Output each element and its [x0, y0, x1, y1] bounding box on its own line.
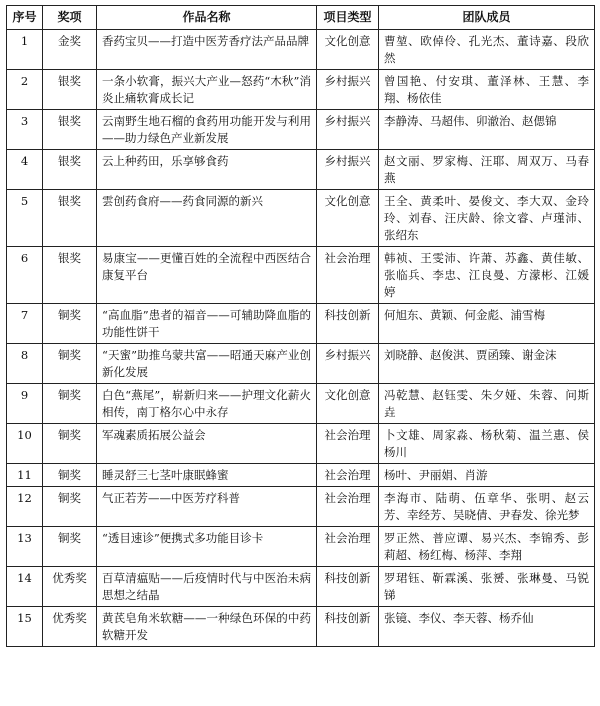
row-members: 王全、黄柔叶、晏俊文、李大双、金玲玲、刘春、汪庆龄、徐文睿、卢瑾沛、张绍东 — [379, 190, 595, 247]
table-row — [7, 30, 595, 70]
header-award: 奖项 — [43, 6, 97, 30]
table-row — [7, 487, 595, 527]
row-award: 铜奖 — [43, 304, 97, 344]
row-type: 乡村振兴 — [317, 110, 379, 150]
row-title: “高血脂”患者的福音——可辅助降血脂的功能性饼干 — [97, 304, 317, 344]
row-title: 云上种药田，乐享够食药 — [97, 150, 317, 190]
row-award: 银奖 — [43, 190, 97, 247]
row-seq: 12 — [7, 487, 43, 527]
row-title: 云南野生地石榴的食药用功能开发与利用——助力绿色产业新发展 — [97, 110, 317, 150]
row-type: 社会治理 — [317, 487, 379, 527]
row-seq: 8 — [7, 344, 43, 384]
row-award: 铜奖 — [43, 464, 97, 487]
row-seq: 10 — [7, 424, 43, 464]
row-award: 铜奖 — [43, 424, 97, 464]
row-award: 铜奖 — [43, 527, 97, 567]
table-row — [7, 384, 595, 424]
row-members: 罗珺钰、靳霖溪、张赟、张琳曼、马锐锑 — [379, 567, 595, 607]
table-row — [7, 424, 595, 464]
row-type: 乡村振兴 — [317, 150, 379, 190]
row-type: 社会治理 — [317, 424, 379, 464]
header-title: 作品名称 — [97, 6, 317, 30]
row-award: 铜奖 — [43, 344, 97, 384]
row-seq: 15 — [7, 607, 43, 647]
row-members: 罗正然、普应谭、易兴杰、李锦秀、彭莉超、杨红梅、杨萍、李翔 — [379, 527, 595, 567]
row-type: 文化创意 — [317, 190, 379, 247]
row-award: 铜奖 — [43, 384, 97, 424]
row-seq: 6 — [7, 247, 43, 304]
row-members: 卜文雄、周家淼、杨秋菊、温兰惠、侯杨川 — [379, 424, 595, 464]
row-type: 文化创意 — [317, 384, 379, 424]
row-seq: 11 — [7, 464, 43, 487]
row-title: 睡灵舒三七茎叶康眠蜂蜜 — [97, 464, 317, 487]
row-title: 白色“燕尾”，崭新归来——护理文化薪火相传，南丁格尔心中永存 — [97, 384, 317, 424]
row-award: 银奖 — [43, 247, 97, 304]
table-row — [7, 304, 595, 344]
row-seq: 5 — [7, 190, 43, 247]
row-title: 气正若芳——中医芳疗科普 — [97, 487, 317, 527]
table-row — [7, 567, 595, 607]
row-seq: 13 — [7, 527, 43, 567]
row-award: 金奖 — [43, 30, 97, 70]
row-type: 文化创意 — [317, 30, 379, 70]
row-title: 黄芪皂角米软糖——一种绿色环保的中药软糖开发 — [97, 607, 317, 647]
row-title: 雲创药食府——药食同源的新兴 — [97, 190, 317, 247]
row-title: 一条小软膏，振兴大产业—怒药“木秋”消炎止痛软膏成长记 — [97, 70, 317, 110]
row-seq: 1 — [7, 30, 43, 70]
header-members: 团队成员 — [379, 6, 595, 30]
row-seq: 14 — [7, 567, 43, 607]
table-row — [7, 247, 595, 304]
row-seq: 3 — [7, 110, 43, 150]
row-seq: 7 — [7, 304, 43, 344]
row-members: 李静涛、马超伟、卯澈治、赵偲锦 — [379, 110, 595, 150]
award-table — [6, 5, 595, 647]
table-row — [7, 607, 595, 647]
row-award: 优秀奖 — [43, 567, 97, 607]
row-seq: 2 — [7, 70, 43, 110]
row-type: 社会治理 — [317, 247, 379, 304]
row-type: 社会治理 — [317, 527, 379, 567]
row-title: 香药宝贝——打造中医芳香疗法产品品牌 — [97, 30, 317, 70]
row-title: “天蜜”助推乌蒙共富——昭通天麻产业创新化发展 — [97, 344, 317, 384]
row-award: 银奖 — [43, 150, 97, 190]
row-award: 优秀奖 — [43, 607, 97, 647]
row-members: 李海市、陆萌、伍章华、张明、赵云芳、幸经芳、吴晓倩、尹春发、徐光梦 — [379, 487, 595, 527]
row-members: 曹堃、欧倬伶、孔光杰、董诗嘉、段欣然 — [379, 30, 595, 70]
row-members: 张镜、李仪、李天蓉、杨乔仙 — [379, 607, 595, 647]
table-row — [7, 190, 595, 247]
table-row — [7, 464, 595, 487]
row-award: 银奖 — [43, 70, 97, 110]
row-members: 韩祯、王雯沛、许萧、苏鑫、黄佳敏、张临兵、李忠、江良曼、方濛彬、江媛婷 — [379, 247, 595, 304]
row-type: 科技创新 — [317, 304, 379, 344]
table-header-row — [7, 6, 595, 30]
row-type: 乡村振兴 — [317, 70, 379, 110]
header-type: 项目类型 — [317, 6, 379, 30]
row-award: 铜奖 — [43, 487, 97, 527]
row-members: 何旭东、黄颖、何金彪、浦雪梅 — [379, 304, 595, 344]
table-row — [7, 110, 595, 150]
table-row — [7, 527, 595, 567]
table-row — [7, 70, 595, 110]
table-row — [7, 150, 595, 190]
row-members: 赵文丽、罗家梅、汪耶、周双万、马春燕 — [379, 150, 595, 190]
row-members: 刘晓静、赵俊淇、贾函臻、谢金沫 — [379, 344, 595, 384]
row-members: 冯乾慧、赵钰雯、朱夕娅、朱蓉、问斯垚 — [379, 384, 595, 424]
table-row — [7, 344, 595, 384]
row-type: 乡村振兴 — [317, 344, 379, 384]
row-title: 易康宝——更懂百姓的全流程中西医结合康复平台 — [97, 247, 317, 304]
header-seq: 序号 — [7, 6, 43, 30]
row-type: 科技创新 — [317, 567, 379, 607]
row-title: 百草清瘟贴——后疫情时代与中医治未病思想之结晶 — [97, 567, 317, 607]
row-seq: 4 — [7, 150, 43, 190]
row-members: 杨叶、尹丽娟、肖游 — [379, 464, 595, 487]
row-title: 军魂素质拓展公益会 — [97, 424, 317, 464]
row-type: 社会治理 — [317, 464, 379, 487]
row-type: 科技创新 — [317, 607, 379, 647]
row-members: 曾国艳、付安琪、董泽林、王慧、李翔、杨依佳 — [379, 70, 595, 110]
row-seq: 9 — [7, 384, 43, 424]
row-title: “透目速诊”便携式多功能目诊卡 — [97, 527, 317, 567]
row-award: 银奖 — [43, 110, 97, 150]
